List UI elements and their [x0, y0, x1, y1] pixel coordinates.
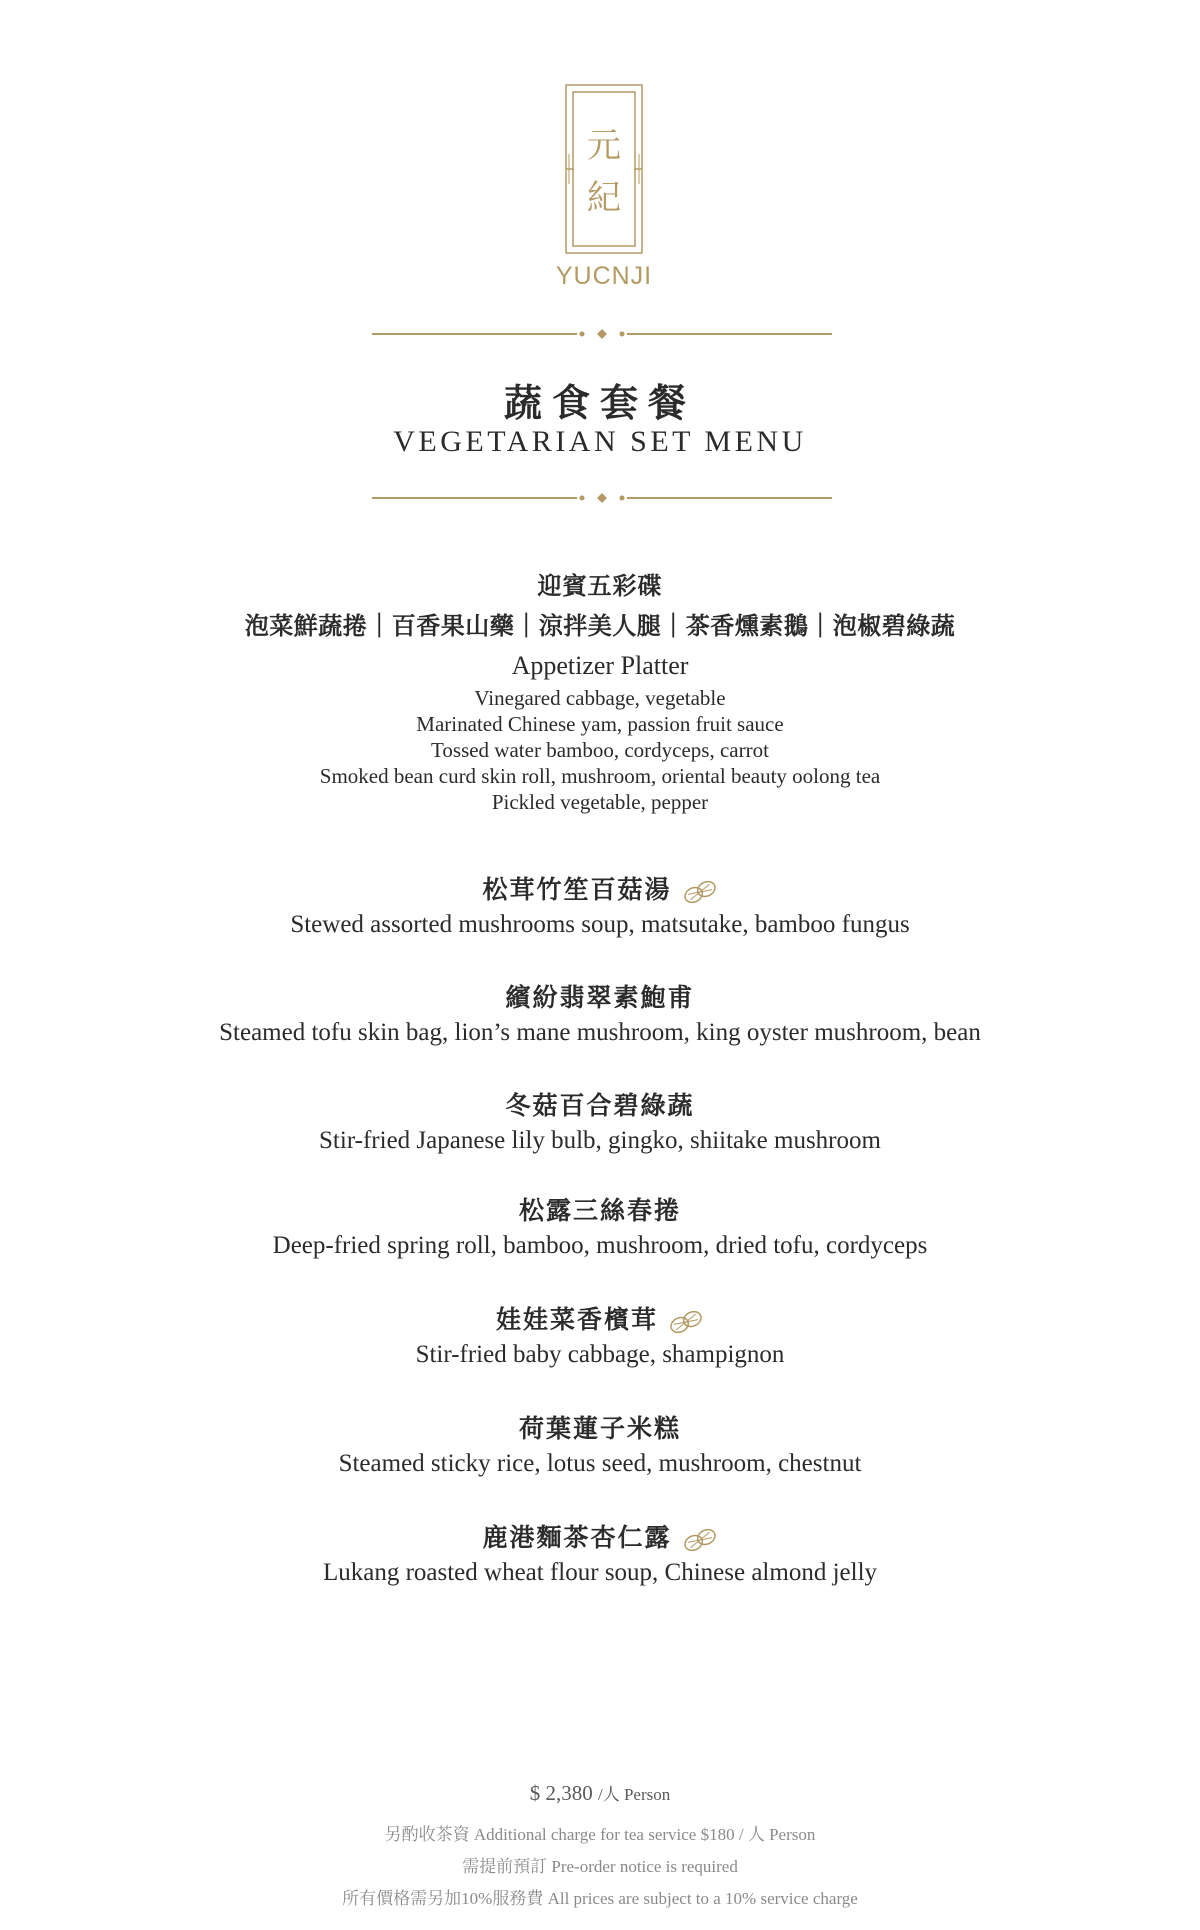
appetizer-item: Smoked bean curd skin roll, mushroom, oriental beauty oolong tea — [319, 764, 881, 788]
course-item — [0, 1522, 1200, 1590]
course-name-chinese: 娃娃菜香檳茸 — [495, 1307, 658, 1334]
service-charge-note: 所有價格需另加10%服務費 All prices are subject to a 10% service charge — [342, 1889, 858, 1908]
price-value: $ 2,380 — [529, 1781, 593, 1805]
course-item — [0, 1195, 1200, 1263]
appetizer-item: Vinegared cabbage, vegetable — [474, 686, 726, 710]
menu-title-english: VEGETARIAN SET MENU — [393, 425, 807, 458]
course-description: Steamed tofu skin bag, lion’s mane mushroom, king oyster mushroom, bean — [219, 1019, 981, 1046]
course-item — [0, 1304, 1200, 1372]
appetizer-item: Pickled vegetable, pepper — [491, 790, 709, 814]
menu-title-chinese: 蔬食套餐 — [503, 383, 696, 425]
peanut-allergen-icon — [682, 880, 718, 904]
tea-service-note: 另酌收茶資 Additional charge for tea service $180 / 人 Person — [384, 1825, 816, 1844]
course-name-chinese: 松露三絲春捲 — [518, 1198, 681, 1225]
course-item — [0, 982, 1200, 1050]
course-description: Stir-fried baby cabbage, shampignon — [415, 1341, 785, 1368]
course-description: Deep-fried spring roll, bamboo, mushroom, dried tofu, cordyceps — [272, 1232, 928, 1259]
appetizer-item: Marinated Chinese yam, passion fruit sauce — [416, 712, 784, 736]
appetizer-title-chinese: 迎賓五彩碟 — [537, 574, 663, 600]
set-price — [0, 1780, 1200, 1806]
course-item — [0, 1090, 1200, 1158]
course-name-chinese: 冬菇百合碧綠蔬 — [505, 1093, 695, 1120]
course-description: Steamed sticky rice, lotus seed, mushroom, chestnut — [338, 1450, 862, 1477]
appetizer-title-english: Appetizer Platter — [511, 651, 689, 680]
peanut-allergen-icon — [668, 1310, 704, 1334]
price-unit: /人 Person — [598, 1785, 671, 1804]
appetizer-items-chinese: 泡菜鮮蔬捲｜百香果山藥｜涼拌美人腿｜茶香燻素鵝｜泡椒碧綠蔬 — [244, 614, 956, 640]
course-name-chinese: 荷葉蓮子米糕 — [518, 1416, 681, 1443]
course-name-chinese: 繽紛翡翠素鮑甫 — [505, 985, 695, 1012]
course-description: Lukang roasted wheat flour soup, Chinese almond jelly — [322, 1559, 878, 1586]
brand-logo — [565, 84, 643, 254]
appetizer-item: Tossed water bamboo, cordyceps, carrot — [431, 738, 769, 762]
course-appetizer — [0, 567, 1200, 815]
divider-top — [372, 327, 832, 341]
preorder-note: 需提前預訂 Pre-order notice is required — [462, 1857, 738, 1876]
course-description: Stewed assorted mushrooms soup, matsutake, bamboo fungus — [290, 911, 910, 938]
course-item — [0, 1413, 1200, 1481]
logo-char-1: 元 — [587, 126, 621, 166]
peanut-allergen-icon — [682, 1528, 718, 1552]
logo-char-2: 紀 — [587, 178, 621, 218]
course-name-chinese: 松茸竹笙百菇湯 — [482, 877, 672, 904]
course-description: Stir-fried Japanese lily bulb, gingko, shiitake mushroom — [319, 1127, 881, 1154]
logo-wordmark: YUCNJI — [555, 262, 653, 290]
course-name-chinese: 鹿港麵茶杏仁露 — [482, 1525, 672, 1552]
course-item — [0, 874, 1200, 942]
divider-bottom — [372, 491, 832, 505]
logo-chinese — [565, 84, 643, 224]
